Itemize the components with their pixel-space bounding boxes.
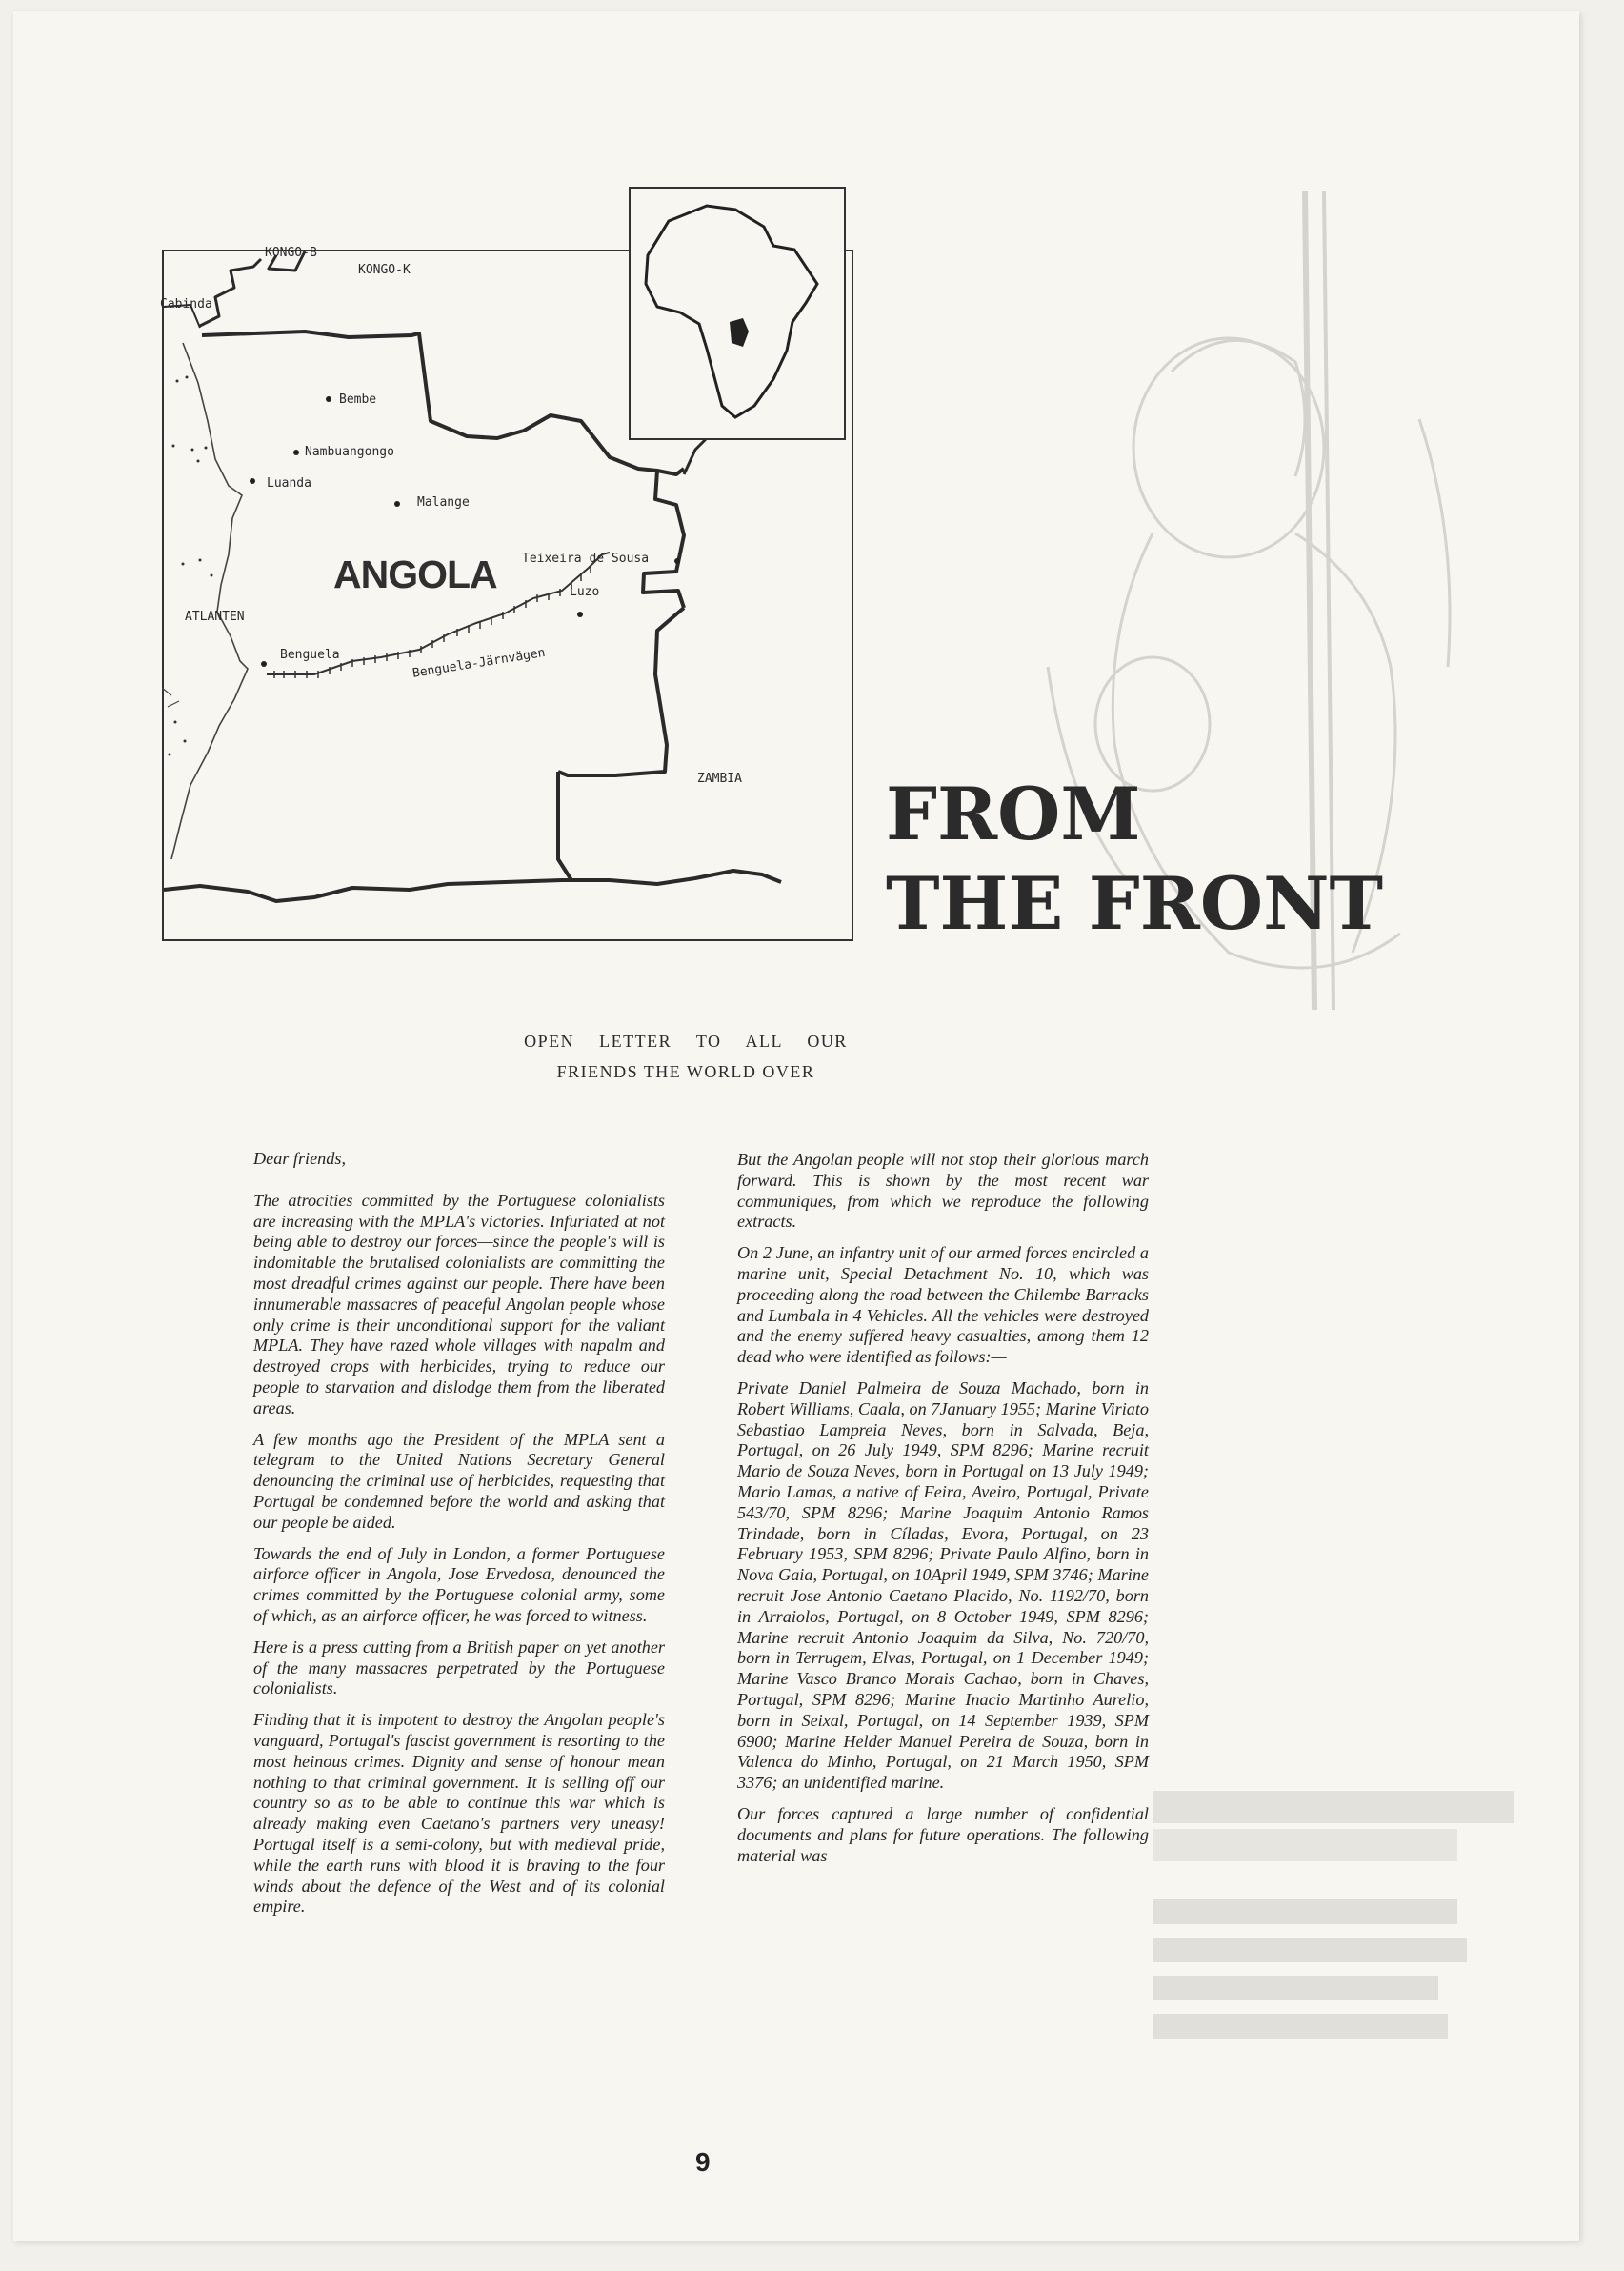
heading-line-2: FRIENDS THE WORLD OVER — [556, 1062, 815, 1081]
map-label-kongo-k: KONGO-K — [358, 263, 411, 277]
left-column — [253, 1149, 665, 1928]
article-heading — [467, 1026, 905, 1087]
salutation: Dear friends, — [253, 1149, 346, 1168]
map-label-luzo: Luzo — [570, 585, 600, 599]
map-label-malange: Malange — [417, 495, 470, 510]
paragraph: Private Daniel Palmeira de Souza Machado, born in Robert Williams, Caala, on 7January 1955; Marine Viriato Sebastiao Lampreia Neves, born in Salvada, Beja, Portugal, on 26 July 1949, SPM 8296; Marine recruit Mario de Souza Neves, born in Portugal on 13 July 1949; Mario Lamas, a native of Feira, Aveiro, Portugal, Private 543/70, SPM 8296; Marine Joaquim Antonio Ramos Trindade, born in Cíladas, Evora, Portugal, on 23 February 1953, SPM 8296; Private Paulo Alfino, born in Nova Gaia, Portugal, on 10April 1949, SPM 3746; Marine recruit Jose Antonio Caetano Placido, No. 1192/70, born in Arraiolos, Portugal, on 8 October 1949, SPM 8296; Marine recruit Antonio Joaquim da Silva, No. 720/70, born in Terrugem, Elvas, Portugal, on 1 December 1949; Marine Vasco Branco Morais Cachao, born in Chaves, Portugal, SPM 8296; Marine Inacio Martinho Aurelio, born in Seixal, Portugal, on 14 September 1939, SPM 6900; Marine Helder Manuel Pereira de Souza, born in Valenca do Minho, Portugal, on 21 March 1950, SPM 3376; an unidentified marine. — [737, 1377, 1149, 1793]
map-label-nambuangongo: Nambuangongo — [305, 445, 394, 459]
title-line-1: FROM — [886, 772, 1141, 856]
city-marker-teixeira — [674, 558, 680, 564]
map-label-kongo-b: KONGO-B — [265, 246, 317, 260]
angola-map — [160, 246, 855, 943]
heading-line-1: OPEN LETTER TO ALL OUR — [524, 1032, 848, 1051]
city-marker-benguela — [261, 661, 267, 667]
bleed-through-text — [1153, 1791, 1534, 2052]
map-label-bembe: Bembe — [339, 392, 377, 407]
paragraph: Our forces captured a large number of confidential documents and plans for future operations. The following material was — [737, 1803, 1149, 1865]
map-label-zambia: ZAMBIA — [697, 772, 742, 786]
map-label-cabinda: Cabinda — [160, 297, 212, 312]
paragraph: Towards the end of July in London, a former Portuguese airforce officer in Angola, Jose Ervedosa, denounced the crimes committed by the Portuguese colonial army, some of which, as an airforce officer, he was forced to witness. — [253, 1543, 665, 1625]
page-title — [886, 770, 1383, 949]
paragraph: But the Angolan people will not stop their glorious march forward. This is shown by the most recent war communiques, from which we reproduce the following extracts. — [737, 1150, 1149, 1232]
right-column — [737, 1150, 1149, 1877]
map-label-railway: Benguela-Järnvägen — [411, 645, 547, 681]
map-label-teixeira: Teixeira de Sousa — [522, 552, 650, 566]
paragraph: Finding that it is impotent to destroy the Angolan people's vanguard, Portugal's fascist government is resorting to the most heinous crimes. Dignity and sense of honour mean nothing to that criminal government. It is selling off our country so as to be able to continue this war which is already making even Caetano's partners very uneasy! Portugal itself is a semi-colony, but with medieval pride, while the earth runs with blood it is braving to the four winds about the defence of the West and of its colonial empire. — [253, 1710, 665, 1917]
page-number: 9 — [695, 2147, 711, 2177]
city-marker-malange — [394, 501, 400, 507]
city-marker-luzo — [577, 612, 583, 617]
map-label-benguela: Benguela — [280, 648, 340, 662]
paragraph: Here is a press cutting from a British paper on yet another of the many massacres perpetrated by the Portuguese colonialists. — [253, 1637, 665, 1698]
paragraph: On 2 June, an infantry unit of our armed forces encircled a marine unit, Special Detachment No. 10, which was proceeding along the road between the Chilembe Barracks and Lumbala in 4 Vehicles. All the vehicles were destroyed and the enemy suffered heavy casualties, among them 12 dead who were identified as follows:— — [737, 1243, 1149, 1367]
paragraph: The atrocities committed by the Portuguese colonialists are increasing with the MPLA's victories. Infuriated at not being able to destroy our forces—since the people's will is indomitable the brutalised colonialists are committing the most dreadful crimes against our people. There have been innumerable massacres of peaceful Angolan people whose only crime is their unconditional support for the valiant MPLA. They have razed whole villages with napalm and destroyed crops with herbicides, trying to reduce our people to starvation and dislodge them from the liberated areas. — [253, 1190, 665, 1417]
city-marker-bembe — [326, 396, 331, 402]
title-line-2: THE FRONT — [886, 861, 1384, 946]
paragraph: A few months ago the President of the MPLA sent a telegram to the United Nations Secretary General denouncing the criminal use of herbicides, requesting that Portugal be condemned before the world and asking that our people be aided. — [253, 1429, 665, 1532]
map-label-atlanten: ATLANTEN — [185, 610, 245, 624]
city-marker-nambuangongo — [293, 450, 299, 455]
map-country-label: ANGOLA — [333, 553, 497, 596]
city-marker-luanda — [250, 478, 255, 484]
africa-inset-map — [629, 187, 846, 440]
map-label-luanda: Luanda — [267, 476, 311, 491]
